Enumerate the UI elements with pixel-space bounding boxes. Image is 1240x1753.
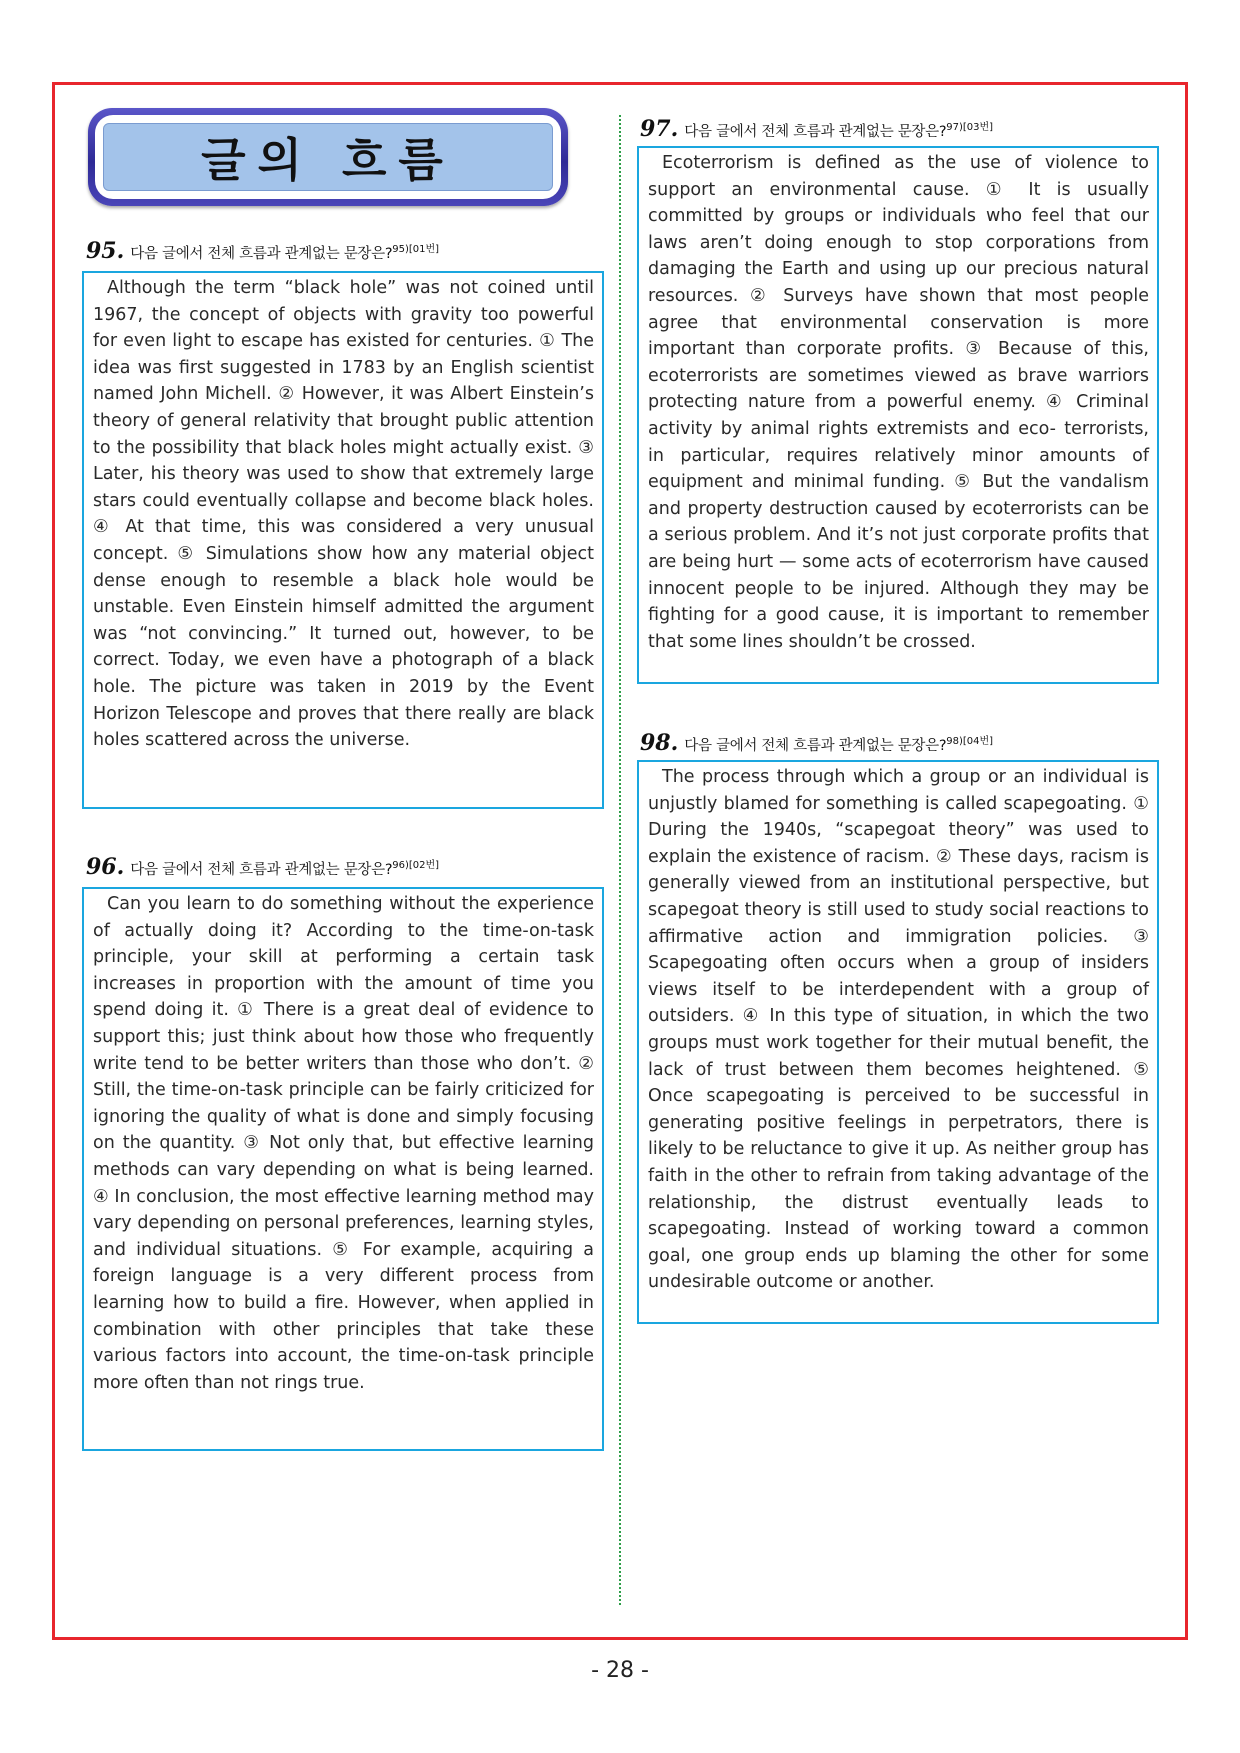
question-98-passage-box xyxy=(637,760,1159,1324)
question-number: 98. xyxy=(640,730,679,756)
question-96-header xyxy=(86,854,439,880)
question-97-passage-box xyxy=(637,146,1159,684)
question-number: 96. xyxy=(86,854,125,880)
question-ref: 95)[01번] xyxy=(392,244,440,255)
question-number: 97. xyxy=(640,116,679,142)
question-96-passage: Can you learn to do something without the experience of actually doing it? According to the time-on-task principle, your skill at performing a certain task increases in proportion with the amount of time you spend doing it. ① There is a great deal of evidence to support this; just think about how those who frequently write tend to be better writers than those who don’t. ② Still, the time-on-task principle can be fairly criticized for ignoring the quality of what is done and simply focusing on the quantity. ③ Not only that, but effective learning methods can vary depending on what is being learned. ④ In conclusion, the most effective learning method may vary depending on personal preferences, learning styles, and individual situations. ⑤ For example, acquiring a foreign language is a very different process from learning how to build a fire. However, when applied in combination with other principles that take these various factors into account, the time-on-task principle more often than not rings true. xyxy=(93,894,594,1393)
question-ref: 97)[03번] xyxy=(946,122,994,133)
question-ref: 96)[02번] xyxy=(392,860,440,871)
section-title: 글의 흐름 xyxy=(103,123,553,191)
question-95-passage: Although the term “black hole” was not coined until 1967, the concept of objects with gravity too powerful for even light to escape has existed for centuries. ① The idea was first suggested in 1783 by an English scientist named John Michell. ② However, it was Albert Einstein’s theory of general relativity that brought public attention to the possibility that black holes might actually exist. ③ Later, his theory was used to show that extremely large stars could eventually collapse and become black holes. ④ At that time, this was considered a very unusual concept. ⑤ Simulations show how any material object dense enough to resemble a black hole would be unstable. Even Einstein himself admitted the argument was “not convincing.” It turned out, however, to be correct. Today, we even have a photograph of a black hole. The picture was taken in 2019 by the Event Horizon Telescope and proves that there really are black holes scattered across the universe. xyxy=(93,278,594,751)
question-instruction: 다음 글에서 전체 흐름과 관계없는 문장은? xyxy=(684,124,947,140)
question-ref: 98)[04번] xyxy=(946,736,994,747)
page-number: - 28 - xyxy=(591,1658,649,1683)
question-98-passage: The process through which a group or an individual is unjustly blamed for something is called scapegoating. ① During the 1940s, “scapegoat theory” was used to explain the existence of racism. ② These days, racism is generally viewed from an institutional perspective, but scapegoat theory is still used to study social reactions to affirmative action and immigration policies. ③ Scapegoating often occurs when a group of insiders views itself to be interdependent with a group of outsiders. ④ In this type of situation, in which the two groups must work together for their mutual benefit, the lack of trust between them becomes heightened. ⑤ Once scapegoating is perceived to be successful in generating positive feelings in perpetrators, there is likely to be reluctance to give it up. As neither group has faith in the other to refrain from taking advantage of the relationship, the distrust eventually leads to scapegoating. Instead of working toward a common goal, one group ends up blaming the other for some undesirable outcome or another. xyxy=(648,767,1149,1293)
question-number: 95. xyxy=(86,238,125,264)
question-instruction: 다음 글에서 전체 흐름과 관계없는 문장은? xyxy=(130,246,393,262)
question-97-header xyxy=(640,116,993,142)
question-98-header xyxy=(640,730,993,756)
column-divider xyxy=(619,115,621,1605)
question-96-passage-box xyxy=(82,887,604,1451)
question-95-passage-box xyxy=(82,271,604,809)
question-instruction: 다음 글에서 전체 흐름과 관계없는 문장은? xyxy=(130,862,393,878)
section-title-banner xyxy=(88,108,568,206)
question-97-passage: Ecoterrorism is defined as the use of violence to support an environmental cause. ① It is usually committed by groups or individuals who feel that our laws aren’t doing enough to stop corporations from damaging the Earth and using up our precious natural resources. ② Surveys have shown that most people agree that environmental conservation is more important than corporate profits. ③ Because of this, ecoterrorists are sometimes viewed as brave warriors protecting nature from a powerful enemy. ④ Criminal activity by animal rights extremists and eco- terrorists, in particular, requires relatively minor amounts of equipment and minimal funding. ⑤ But the vandalism and property destruction caused by ecoterrorists can be a serious problem. And it’s not just corporate profits that are being hurt — some acts of ecoterrorism have caused innocent people to be injured. Although they may be fighting for a good cause, it is important to remember that some lines shouldn’t be crossed. xyxy=(648,153,1149,652)
question-95-header xyxy=(86,238,439,264)
question-instruction: 다음 글에서 전체 흐름과 관계없는 문장은? xyxy=(684,738,947,754)
